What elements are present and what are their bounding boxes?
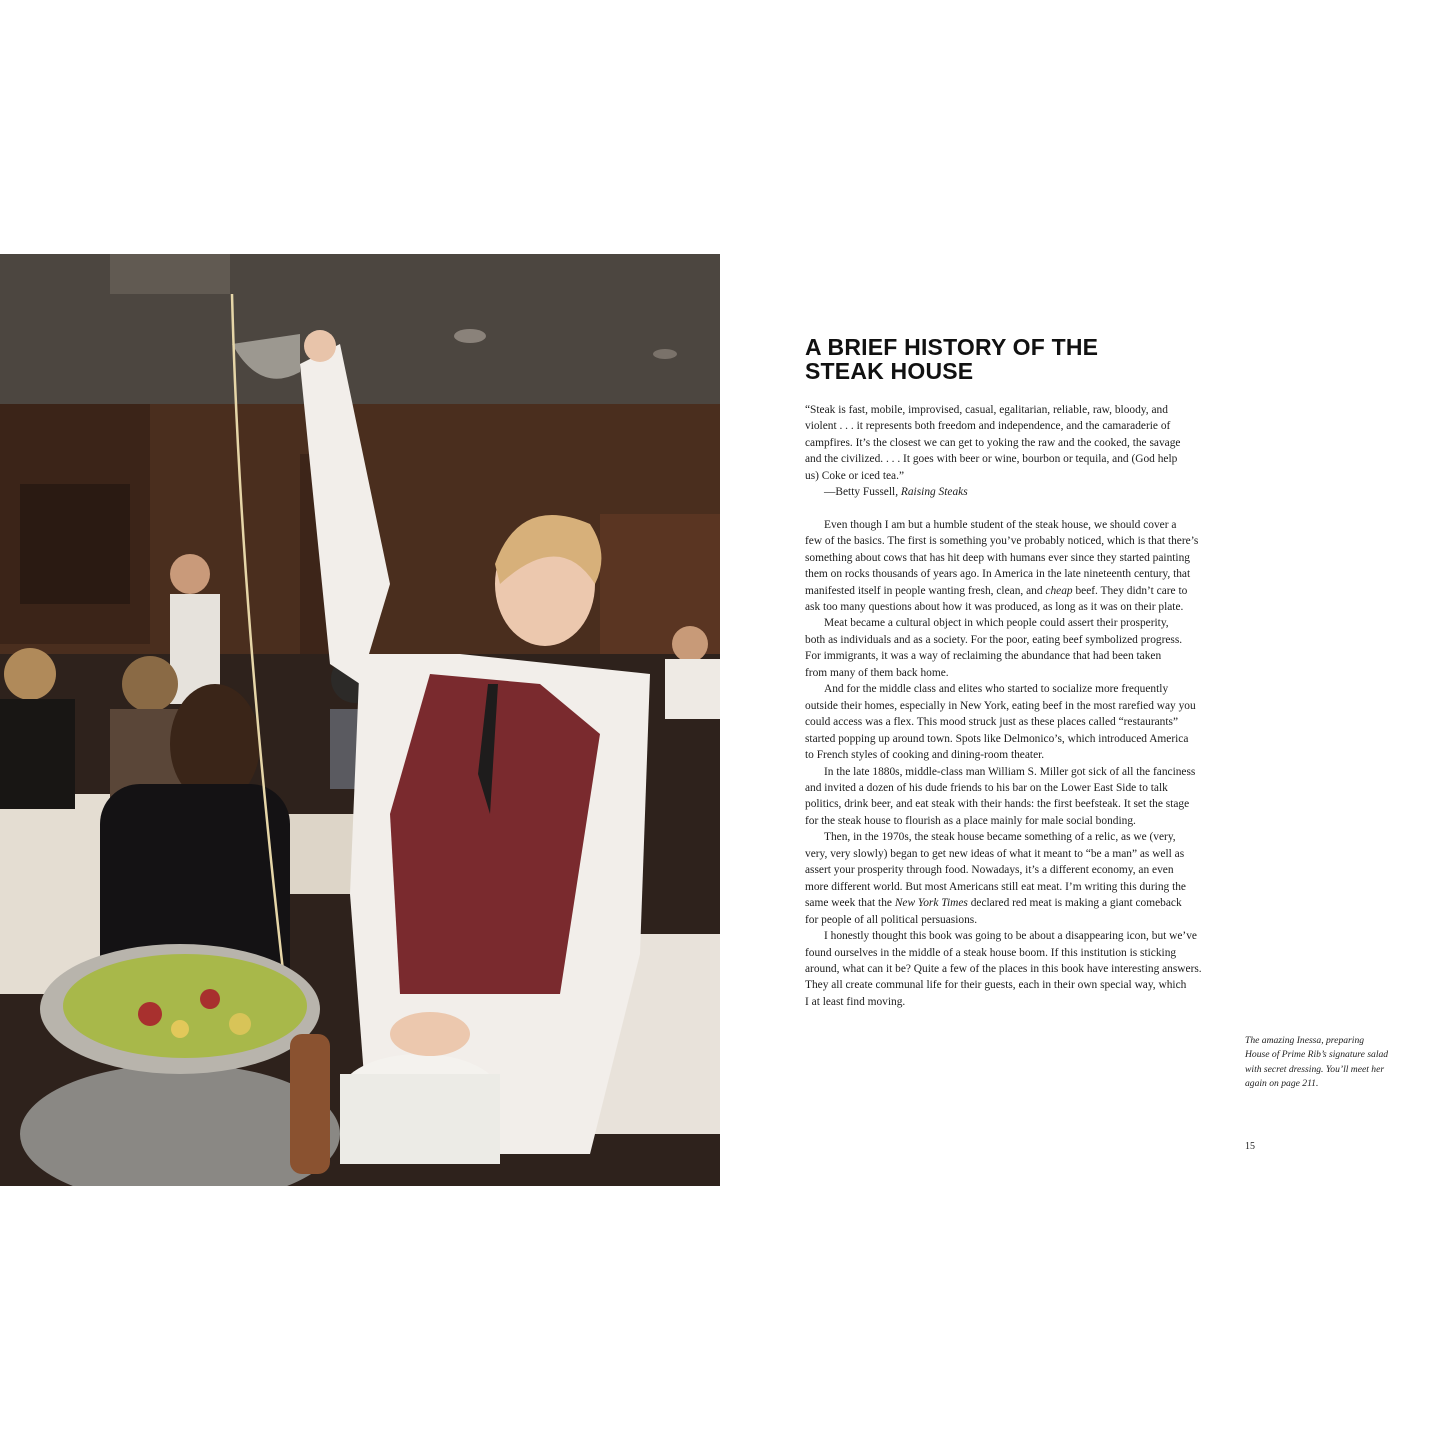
text-line: very, very slowly) began to get new ideas of what it meant to “be a man” as well as	[805, 847, 1185, 860]
text-line: For immigrants, it was a way of reclaiming the abundance that had been taken	[805, 650, 1162, 663]
text-line: both as individuals and as a society. For the poor, eating beef symbolized progress.	[805, 633, 1183, 646]
text-run-italic: cheap	[1045, 584, 1073, 597]
caption-line: The amazing Inessa, preparing	[1245, 1035, 1365, 1046]
chapter-title-line-1: A BRIEF HISTORY OF THE	[805, 334, 1099, 360]
restaurant-photo	[0, 254, 720, 1186]
text-line: to French styles of cooking and dining-room theater.	[805, 749, 1045, 762]
photo-caption	[1245, 1034, 1415, 1092]
text-line: ask too many questions about how it was produced, as long as it was on their plate.	[805, 600, 1184, 613]
text-line: around, what can it be? Quite a few of the places in this book have interesting answers.	[805, 962, 1202, 975]
text-run: same week that the	[805, 897, 895, 910]
paragraph-1	[805, 517, 1225, 616]
caption-line: with secret dressing. You’ll meet her	[1245, 1063, 1385, 1075]
text-run: manifested itself in people wanting fresh, clean, and	[805, 584, 1046, 597]
text-line: few of the basics. The first is something you’ve probably noticed, which is that there’s	[805, 535, 1199, 548]
attribution-book-title: Raising Steaks	[900, 486, 968, 499]
text-line: and invited a dozen of his dude friends to his bar on the Lower East Side to talk	[805, 781, 1168, 794]
epigraph-attribution	[805, 484, 1225, 500]
chapter-title	[805, 335, 1205, 383]
text-line: found ourselves in the middle of a steak house boom. If this institution is sticking	[805, 946, 1177, 959]
text-run: declared red meat is making a giant comeback	[967, 897, 1182, 910]
paragraph-4	[805, 764, 1225, 830]
text-line: started popping up around town. Spots like Delmonico’s, which introduced America	[805, 732, 1189, 745]
text-line: politics, drink beer, and eat steak with their hands: the first beefsteak. It set the stage	[805, 798, 1190, 811]
epigraph-line: us) Coke or iced tea.”	[805, 469, 904, 482]
chapter-title-line-2: STEAK HOUSE	[805, 358, 974, 384]
epigraph-line: campfires. It’s the closest we can get to yoking the raw and the cooked, the savage	[805, 436, 1181, 449]
attribution-author: —Betty Fussell,	[824, 486, 901, 499]
text-line: more different world. But most Americans still eat meat. I’m writing this during the	[805, 880, 1186, 893]
paragraph-2	[805, 615, 1225, 681]
epigraph-line: “Steak is fast, mobile, improvised, casual, egalitarian, reliable, raw, bloody, and	[805, 404, 1168, 416]
body-text	[805, 402, 1225, 1010]
paragraph-spacer	[805, 501, 1225, 517]
text-line: And for the middle class and elites who started to socialize more frequently	[824, 683, 1169, 696]
text-line: for the steak house to flourish as a place mainly for male social bonding.	[805, 814, 1136, 827]
page-number: 15	[1245, 1141, 1255, 1152]
epigraph-line: violent . . . it represents both freedom and independence, and the camaraderie of	[805, 420, 1171, 433]
text-line: from many of them back home.	[805, 666, 949, 679]
text-run-italic: New York Times	[894, 897, 968, 910]
text-line: outside their homes, especially in New York, eating beef in the most rarefied way you	[805, 699, 1196, 712]
text-line: assert your prosperity through food. Nowadays, it’s a different economy, an even	[805, 864, 1174, 877]
text-line: Meat became a cultural object in which people could assert their prosperity,	[824, 617, 1169, 630]
paragraph-3	[805, 681, 1225, 763]
epigraph-line: and the civilized. . . . It goes with beer or wine, bourbon or tequila, and (God help	[805, 453, 1178, 466]
text-line: Then, in the 1970s, the steak house became something of a relic, as we (very,	[824, 831, 1176, 844]
caption-line: again on page 211.	[1245, 1078, 1319, 1090]
text-line: them on rocks thousands of years ago. In America in the late nineteenth century, that	[805, 568, 1191, 581]
text-run: beef. They didn’t care to	[1072, 584, 1188, 597]
text-line: Even though I am but a humble student of the steak house, we should cover a	[824, 518, 1177, 531]
text-line: something about cows that has hit deep with humans ever since they started painting	[805, 551, 1190, 564]
text-line	[805, 895, 1225, 911]
paragraph-5	[805, 829, 1225, 928]
epigraph	[805, 402, 1225, 501]
text-line: could access was a flex. This mood struck just as these places called “restaurants”	[805, 716, 1179, 729]
text-line: I honestly thought this book was going to be about a disappearing icon, but we’ve	[824, 930, 1197, 943]
text-line	[805, 583, 1225, 599]
text-line: In the late 1880s, middle-class man William S. Miller got sick of all the fanciness	[824, 765, 1196, 778]
paragraph-6	[805, 928, 1225, 1010]
text-line: for people of all political persuasions.	[805, 913, 978, 926]
text-line: I at least find moving.	[805, 995, 906, 1008]
caption-line: House of Prime Rib’s signature salad	[1245, 1049, 1389, 1061]
text-line: They all create communal life for their guests, each in their own special way, which	[805, 979, 1187, 992]
